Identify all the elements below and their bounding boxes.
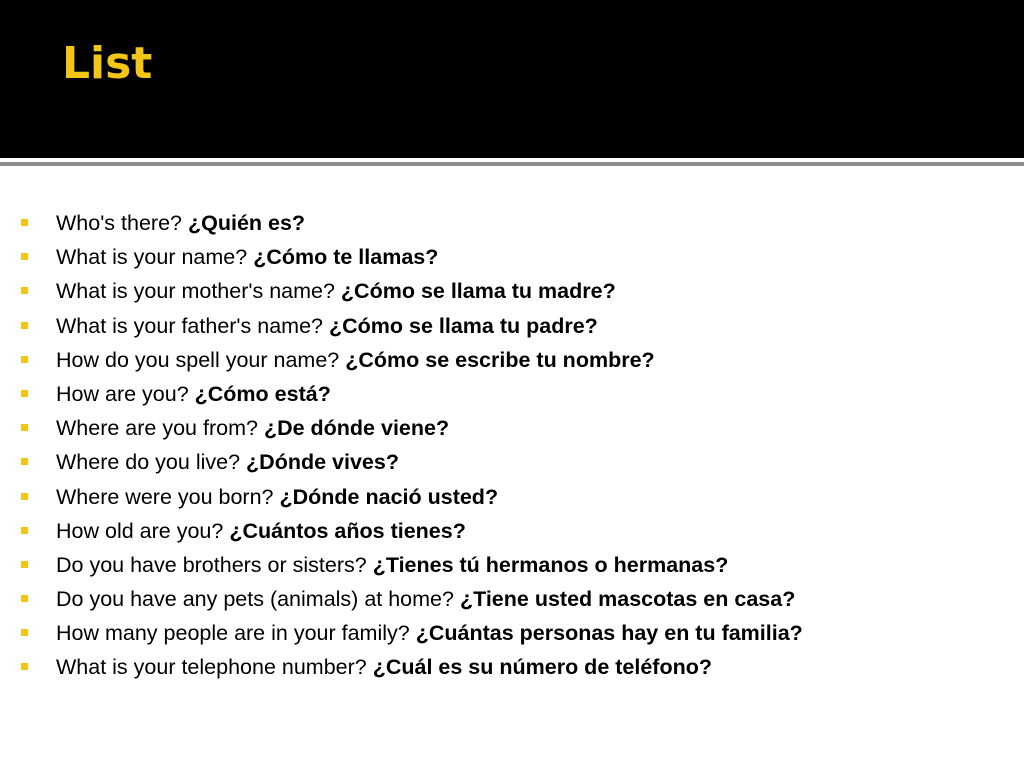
answer-text: ¿Cómo se llama tu padre? bbox=[328, 313, 598, 338]
slide-title: List bbox=[62, 38, 153, 89]
square-bullet-icon bbox=[21, 595, 28, 602]
question-text: What is your telephone number? bbox=[56, 655, 367, 680]
question-text: Where are you from? bbox=[56, 416, 258, 441]
answer-text: ¿Cómo está? bbox=[194, 381, 331, 406]
list-item bbox=[0, 240, 1000, 274]
question-text: Do you have any pets (animals) at home? bbox=[56, 587, 454, 612]
answer-text: ¿Dónde vives? bbox=[246, 450, 399, 475]
answer-text: ¿De dónde viene? bbox=[263, 416, 450, 441]
answer-text: ¿Cuál es su número de teléfono? bbox=[372, 655, 712, 680]
answer-text: ¿Cuántas personas hay en tu familia? bbox=[415, 621, 803, 646]
list-item bbox=[0, 650, 1000, 684]
question-text: Who's there? bbox=[56, 211, 182, 235]
question-text: What is your name? bbox=[56, 245, 248, 270]
list-item bbox=[0, 582, 1000, 616]
list-item bbox=[0, 616, 1000, 650]
list-item bbox=[0, 445, 1000, 479]
question-text: Do you have brothers or sisters? bbox=[56, 552, 367, 577]
list-item bbox=[0, 514, 1000, 548]
answer-text: ¿Cómo te llamas? bbox=[253, 245, 439, 270]
square-bullet-icon bbox=[21, 527, 28, 534]
square-bullet-icon bbox=[21, 287, 28, 294]
square-bullet-icon bbox=[21, 424, 28, 431]
list-item bbox=[0, 377, 1000, 411]
square-bullet-icon bbox=[21, 390, 28, 397]
list-item bbox=[0, 480, 1000, 514]
square-bullet-icon bbox=[21, 629, 28, 636]
square-bullet-icon bbox=[21, 663, 28, 670]
answer-text: ¿Cuántos años tienes? bbox=[229, 518, 466, 543]
square-bullet-icon bbox=[21, 219, 28, 226]
answer-text: ¿Tienes tú hermanos o hermanas? bbox=[372, 552, 729, 577]
question-text: Where were you born? bbox=[56, 484, 274, 509]
title-divider-gray bbox=[0, 162, 1024, 166]
list-item bbox=[0, 343, 1000, 377]
square-bullet-icon bbox=[21, 356, 28, 363]
bullet-list bbox=[0, 206, 1000, 685]
answer-text: ¿Tiene usted mascotas en casa? bbox=[459, 587, 796, 612]
list-item bbox=[0, 548, 1000, 582]
question-text: How are you? bbox=[56, 381, 189, 406]
title-band bbox=[0, 0, 1024, 158]
list-item bbox=[0, 274, 1000, 308]
question-text: What is your father's name? bbox=[56, 313, 323, 338]
answer-text: ¿Quién es? bbox=[187, 211, 306, 235]
answer-text: ¿Dónde nació usted? bbox=[279, 484, 499, 509]
answer-text: ¿Cómo se llama tu madre? bbox=[340, 279, 616, 304]
question-text: How do you spell your name? bbox=[56, 347, 340, 372]
question-text: How many people are in your family? bbox=[56, 621, 410, 646]
list-item bbox=[0, 411, 1000, 445]
list-item bbox=[0, 206, 1000, 240]
list-item bbox=[0, 309, 1000, 343]
question-text: Where do you live? bbox=[56, 450, 241, 475]
square-bullet-icon bbox=[21, 458, 28, 465]
question-text: How old are you? bbox=[56, 518, 224, 543]
answer-text: ¿Cómo se escribe tu nombre? bbox=[345, 347, 655, 372]
question-text: What is your mother's name? bbox=[56, 279, 335, 304]
square-bullet-icon bbox=[21, 493, 28, 500]
square-bullet-icon bbox=[21, 322, 28, 329]
square-bullet-icon bbox=[21, 253, 28, 260]
square-bullet-icon bbox=[21, 561, 28, 568]
